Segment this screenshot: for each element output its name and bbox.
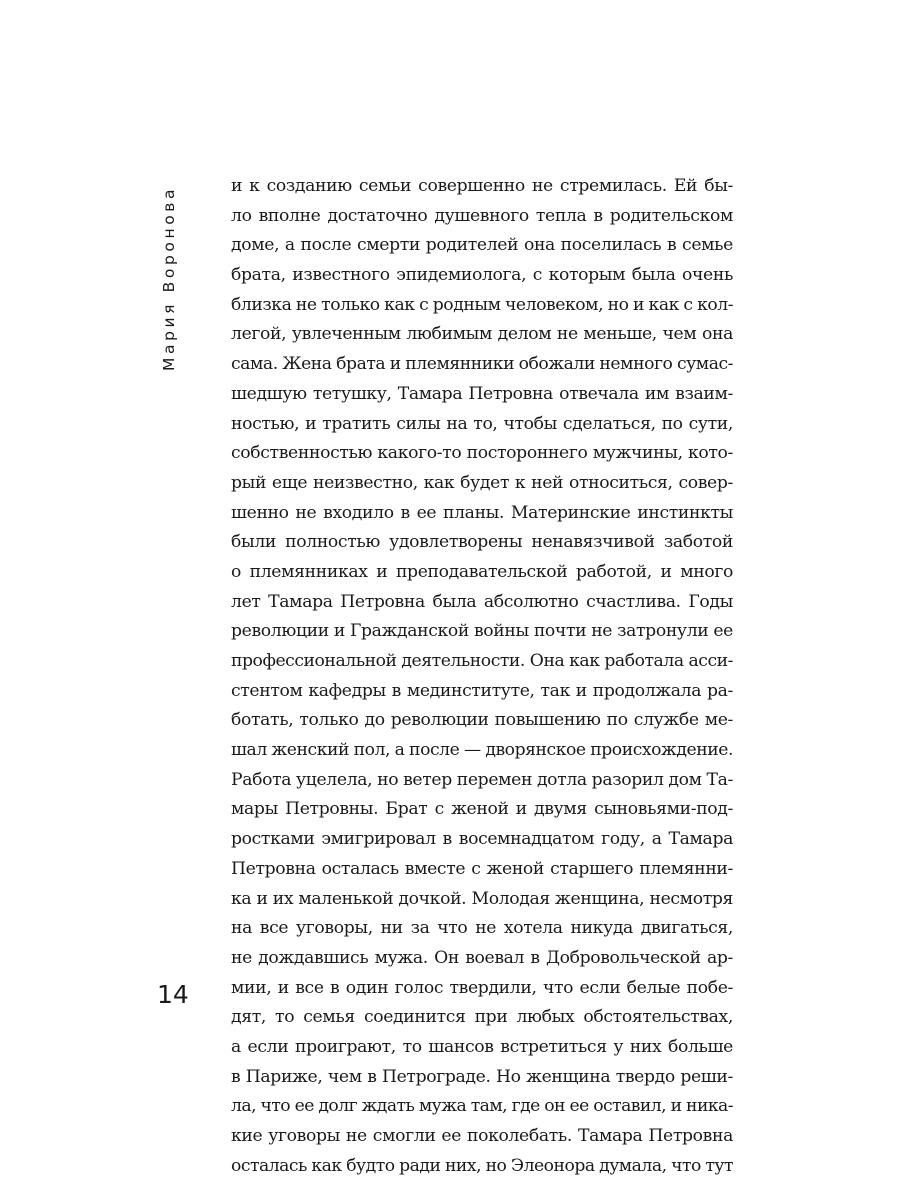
text-line: ка и их маленькой дочкой. Молодая женщина, несмотря <box>231 888 733 909</box>
text-line: собственностью какого-то постороннего мужчины, кото- <box>231 443 733 464</box>
text-line: ботать, только до революции повышению по службе ме- <box>231 710 733 731</box>
text-line: мары Петровны. Брат с женой и двумя сыновьями-под- <box>231 799 733 820</box>
text-line: шенно не входило в ее планы. Материнские инстинкты <box>231 502 733 523</box>
text-line: лет Тамара Петровна была абсолютно счастлива. Годы <box>231 591 733 612</box>
text-line: о племянниках и преподавательской работой, и много <box>231 561 733 582</box>
text-line: доме, а после смерти родителей она поселилась в семье <box>231 235 733 256</box>
text-line: легой, увлеченным любимым делом не меньше, чем она <box>231 324 733 345</box>
running-head-author: Мария Воронова <box>160 185 178 371</box>
text-line: шал женский пол, а после — дворянское происхождение. <box>231 740 733 761</box>
text-line: дят, то семья соединится при любых обстоятельствах, <box>231 1007 733 1028</box>
text-line: профессиональной деятельности. Она как работала асси- <box>231 651 733 671</box>
text-line: близка не только как с родным человеком, но и как с кол- <box>231 294 733 315</box>
text-line: ла, что ее долг ждать мужа там, где он ее оставил, и ника- <box>231 1096 733 1117</box>
text-line: были полностью удовлетворены ненавязчивой заботой <box>231 532 733 553</box>
text-line: кие уговоры не смогли ее поколебать. Тамара Петровна <box>231 1126 733 1146</box>
text-line: сама. Жена брата и племянники обожали немного сумас- <box>231 354 733 375</box>
text-line: шедшую тетушку, Тамара Петровна отвечала им взаим- <box>231 383 733 404</box>
text-line: ростками эмигрировал в восемнадцатом году, а Тамара <box>231 829 733 850</box>
text-line: в Париже, чем в Петрограде. Но женщина твердо реши- <box>231 1066 733 1087</box>
text-line: а если проиграют, то шансов встретиться у них больше <box>231 1036 733 1057</box>
text-line: Работа уцелела, но ветер перемен дотла разорил дом Та- <box>231 769 733 790</box>
text-line: ло вполне достаточно душевного тепла в родительском <box>231 205 733 226</box>
text-line: ностью, и тратить силы на то, чтобы сделаться, по сути, <box>231 413 733 434</box>
text-line: осталась как будто ради них, но Элеонора думала, что тут <box>231 1155 733 1176</box>
text-line: и к созданию семьи совершенно не стремилась. Ей бы- <box>231 176 733 196</box>
text-line: стентом кафедры в мединституте, так и продолжала ра- <box>231 680 733 701</box>
text-line: рый еще неизвестно, как будет к ней относиться, совер- <box>231 472 733 493</box>
text-line: мии, и все в один голос твердили, что если белые побе- <box>231 977 733 998</box>
body-text <box>231 172 733 1181</box>
text-line: не дождавшись мужа. Он воевал в Добровольческой ар- <box>231 947 733 968</box>
text-line: Петровна осталась вместе с женой старшего племянни- <box>231 858 733 879</box>
text-line: брата, известного эпидемиолога, с которым была очень <box>231 265 733 286</box>
text-line: на все уговоры, ни за что не хотела никуда двигаться, <box>231 918 733 939</box>
text-line: революции и Гражданской войны почти не затронули ее <box>231 621 733 642</box>
page-number: 14 <box>157 980 189 1009</box>
